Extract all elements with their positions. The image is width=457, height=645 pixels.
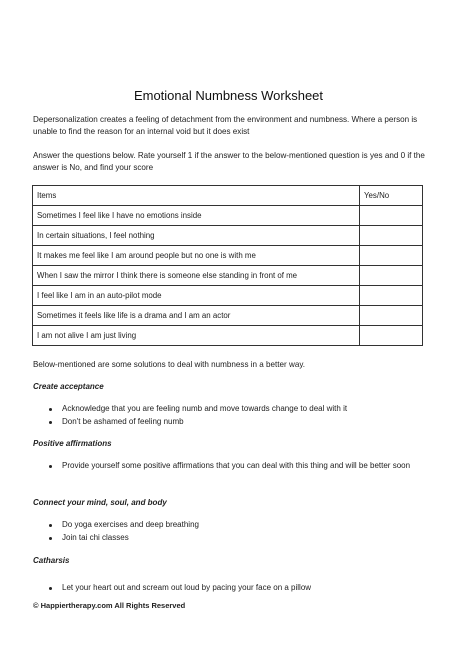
list-item: Don't be ashamed of feeling numb <box>33 416 423 429</box>
list-item: Acknowledge that you are feeling numb and move towards change to deal with it <box>33 403 423 416</box>
connect-mind-soul-body-list <box>33 519 423 544</box>
table-row <box>33 286 423 306</box>
page-title: Emotional Numbness Worksheet <box>133 88 324 103</box>
section-heading-connect-mind-soul-body: Connect your mind, soul, and body <box>33 498 167 507</box>
answer-cell[interactable] <box>360 246 423 266</box>
question-cell: In certain situations, I feel nothing <box>33 226 360 246</box>
question-cell: When I saw the mirror I think there is someone else standing in front of me <box>33 266 360 286</box>
table-row <box>33 246 423 266</box>
solutions-intro: Below-mentioned are some solutions to deal with numbness in a better way. <box>33 360 306 369</box>
table-row <box>33 206 423 226</box>
copyright-footer: © Happiertherapy.com All Rights Reserved <box>33 601 186 610</box>
table-row <box>33 226 423 246</box>
intro-paragraph: Depersonalization creates a feeling of detachment from the environment and numbness. Where a person is unable to find the reason for an internal void but it does exist <box>33 115 418 136</box>
question-cell: Sometimes it feels like life is a drama and I am an actor <box>33 306 360 326</box>
section-heading-catharsis: Catharsis <box>33 556 70 565</box>
positive-affirmations-list <box>33 460 423 473</box>
create-acceptance-list <box>33 403 423 428</box>
answer-cell[interactable] <box>360 226 423 246</box>
list-item: Do yoga exercises and deep breathing <box>33 519 423 532</box>
answer-cell[interactable] <box>360 326 423 346</box>
table-row <box>33 306 423 326</box>
answer-cell[interactable] <box>360 206 423 226</box>
table-row <box>33 326 423 346</box>
question-cell: I am not alive I am just living <box>33 326 360 346</box>
question-cell: Sometimes I feel like I have no emotions inside <box>33 206 360 226</box>
answer-cell[interactable] <box>360 306 423 326</box>
section-heading-positive-affirmations: Positive affirmations <box>33 439 112 448</box>
catharsis-list <box>33 582 423 595</box>
instructions-paragraph: Answer the questions below. Rate yourself 1 if the answer to the below-mentioned question is yes and 0 if the answer is No, and find your score <box>33 151 425 172</box>
table-row <box>33 266 423 286</box>
answer-cell[interactable] <box>360 286 423 306</box>
questions-table <box>32 185 423 346</box>
table-header-row <box>33 186 423 206</box>
list-item: Let your heart out and scream out loud by pacing your face on a pillow <box>33 582 423 595</box>
question-cell: I feel like I am in an auto-pilot mode <box>33 286 360 306</box>
question-cell: It makes me feel like I am around people but no one is with me <box>33 246 360 266</box>
column-header-items: Items <box>33 186 360 206</box>
list-item: Provide yourself some positive affirmations that you can deal with this thing and will be better soon <box>33 460 423 473</box>
list-item: Join tai chi classes <box>33 532 423 545</box>
answer-cell[interactable] <box>360 266 423 286</box>
section-heading-create-acceptance: Create acceptance <box>33 382 104 391</box>
column-header-yes-no: Yes/No <box>360 186 423 206</box>
